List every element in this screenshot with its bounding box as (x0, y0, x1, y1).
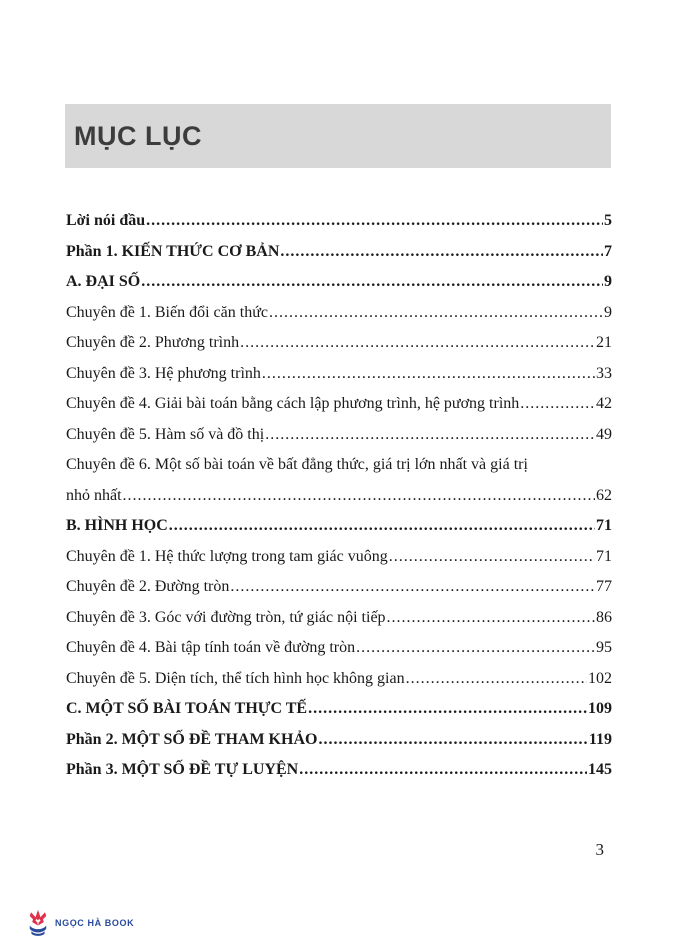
toc-entry (66, 206, 612, 237)
toc-leader-dots (269, 298, 603, 329)
toc-entry (66, 389, 612, 420)
toc-leader-dots (262, 359, 595, 390)
toc-entry-page: 21 (596, 334, 612, 351)
toc-entry (66, 694, 612, 725)
toc-entry (66, 420, 612, 451)
toc-entry-page: 9 (604, 303, 612, 321)
toc-entry-page: 77 (596, 578, 612, 595)
toc-entry-page: 62 (596, 486, 612, 504)
toc-entry-label: B. HÌNH HỌC (66, 517, 168, 534)
toc-entry-page: 95 (596, 639, 612, 656)
toc-entry-label: Chuyên đề 3. Hệ phương trình (66, 364, 261, 382)
toc-entry-label: Chuyên đề 5. Hàm số và đồ thị (66, 425, 265, 443)
toc-entry-label: Phần 2. MỘT SỐ ĐỀ THAM KHẢO (66, 730, 318, 748)
toc-entry (66, 572, 612, 603)
toc-leader-dots (389, 542, 595, 573)
toc-entry-page: 5 (604, 212, 612, 229)
toc-entry-label: Chuyên đề 4. Bài tập tính toán về đường tròn (66, 639, 356, 656)
toc-entry-label: C. MỘT SỐ BÀI TOÁN THỰC TẾ (66, 700, 308, 717)
toc-leader-dots (123, 481, 595, 512)
toc-entry (66, 298, 612, 329)
toc-entry-label: Chuyên đề 3. Góc với đường tròn, tứ giác nội tiếp (66, 608, 386, 626)
toc-entry (66, 328, 612, 359)
toc-entry-label: A. ĐẠI SỐ (66, 273, 141, 290)
toc-entry (66, 511, 612, 542)
toc-entry-page: 71 (596, 517, 612, 534)
toc-entry-label: Chuyên đề 5. Diện tích, thể tích hình học không gian (66, 669, 405, 687)
toc-entry-label: Chuyên đề 4. Giải bài toán bằng cách lập phương trình, hệ pương trình (66, 395, 520, 412)
toc-entry-label: nhỏ nhất (66, 486, 122, 504)
toc-leader-dots (146, 206, 603, 237)
toc-entry (66, 755, 612, 786)
toc-leader-dots (406, 664, 587, 695)
toc-entry-label: Chuyên đề 2. Phương trình (66, 334, 240, 351)
footer (28, 909, 134, 937)
toc-leader-dots (230, 572, 595, 603)
toc-entry-page: 49 (596, 425, 612, 443)
toc-leader-dots (308, 694, 587, 725)
toc-list (66, 206, 612, 786)
toc-entry (66, 481, 612, 512)
toc-entry-page: 42 (596, 395, 612, 412)
toc-entry-page: 86 (596, 608, 612, 626)
toc-entry-page: 33 (596, 364, 612, 382)
toc-header (65, 104, 611, 168)
toc-entry (66, 633, 612, 664)
toc-entry-wrapped-line: Chuyên đề 6. Một số bài toán về bất đẳng thức, giá trị lớn nhất và giá trị (66, 456, 528, 473)
toc-leader-dots (387, 603, 595, 634)
toc-entry (66, 359, 612, 390)
toc-leader-dots (299, 755, 587, 786)
toc-entry-label: Chuyên đề 2. Đường tròn (66, 578, 230, 595)
toc-entry-label: Chuyên đề 1. Hệ thức lượng trong tam giác vuông (66, 547, 388, 565)
toc-entry-page: 7 (604, 242, 612, 260)
toc-entry-page: 9 (604, 273, 612, 290)
toc-entry (66, 664, 612, 695)
toc-leader-dots (240, 328, 595, 359)
toc-entry-label: Phần 3. MỘT SỐ ĐỀ TỰ LUYỆN (66, 761, 299, 778)
toc-entry (66, 542, 612, 573)
toc-entry-page: 119 (588, 730, 612, 748)
toc-entry (66, 267, 612, 298)
publisher-name: NGỌC HÀ BOOK (55, 918, 135, 928)
toc-leader-dots (280, 237, 603, 268)
toc-entry (66, 603, 612, 634)
toc-leader-dots (520, 389, 595, 420)
toc-entry (66, 725, 612, 756)
toc-entry-label: Phần 1. KIẾN THỨC CƠ BẢN (66, 242, 280, 260)
toc-entry-label: Chuyên đề 1. Biến đổi căn thức (66, 303, 268, 321)
page-number: 3 (595, 840, 604, 859)
toc-leader-dots (318, 725, 587, 756)
toc-leader-dots (265, 420, 595, 451)
page-title: MỤC LỤC (74, 120, 202, 151)
toc-entry-page: 145 (588, 761, 612, 778)
toc-entry-label: Lời nói đầu (66, 212, 146, 229)
toc-entry-page: 109 (588, 700, 612, 717)
publisher-logo-icon (28, 909, 48, 937)
toc-entry-page: 102 (588, 669, 612, 687)
toc-leader-dots (169, 511, 595, 542)
toc-leader-dots (141, 267, 603, 298)
toc-entry (66, 237, 612, 268)
toc-entry-page: 71 (596, 547, 612, 565)
toc-leader-dots (356, 633, 595, 664)
